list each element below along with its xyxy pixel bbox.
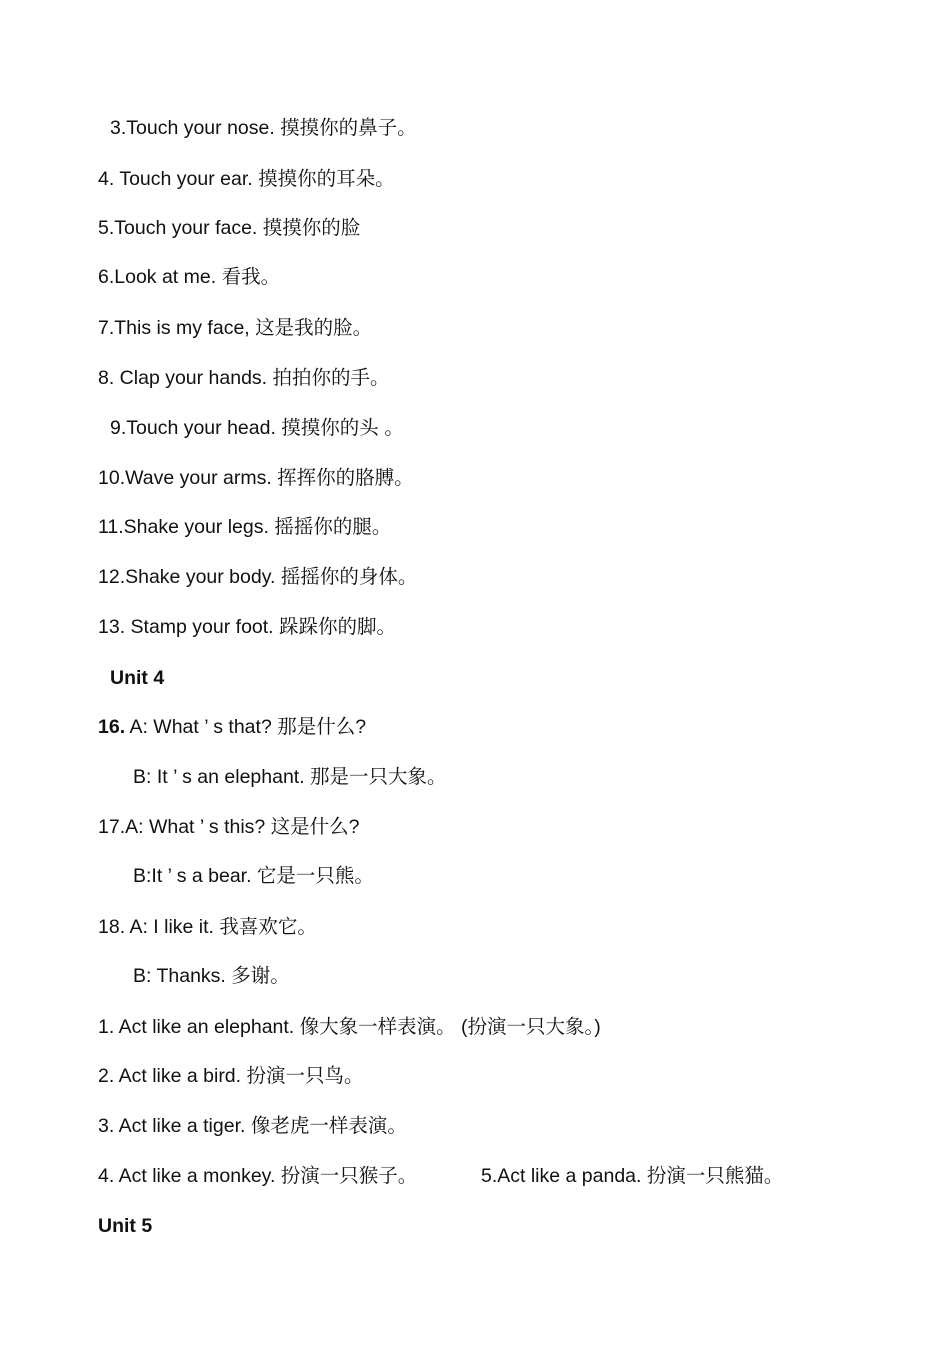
- phrase-line-11-shake-legs: 11.Shake your legs. 摇摇你的腿。: [98, 516, 392, 538]
- phrase-line-13-stamp-foot: 13. Stamp your foot. 跺跺你的脚。: [98, 616, 397, 638]
- dialogue-16-answer: B: It ’ s an elephant. 那是一只大象。: [133, 766, 447, 788]
- phrase-line-10-wave-arms: 10.Wave your arms. 挥挥你的胳膊。: [98, 467, 414, 489]
- dialogue-18-line-b: B: Thanks. 多谢。: [133, 965, 290, 987]
- dialogue-17-answer: B:It ’ s a bear. 它是一只熊。: [133, 865, 374, 887]
- phrase-line-4-touch-ear: 4. Touch your ear. 摸摸你的耳朵。: [98, 168, 395, 190]
- phrase-line-3-touch-nose: 3.Touch your nose. 摸摸你的鼻子。: [110, 117, 417, 139]
- dialogue-16-question: [98, 715, 366, 739]
- act-line-1-elephant: 1. Act like an elephant. 像大象一样表演。 (扮演一只大象。): [98, 1016, 601, 1038]
- unit-4-heading: Unit 4: [110, 667, 165, 689]
- phrase-line-7-my-face: 7.This is my face, 这是我的脸。: [98, 317, 373, 339]
- phrase-line-5-touch-face: 5.Touch your face. 摸摸你的脸: [98, 217, 361, 239]
- unit-5-heading: Unit 5: [98, 1215, 153, 1237]
- dialogue-17-question: 17.A: What ’ s this? 这是什么?: [98, 816, 360, 838]
- dialogue-18-line-a: 18. A: I like it. 我喜欢它。: [98, 916, 317, 938]
- phrase-line-6-look-at-me: 6.Look at me. 看我。: [98, 266, 281, 288]
- phrase-line-8-clap-hands: 8. Clap your hands. 拍拍你的手。: [98, 367, 390, 389]
- act-line-5-panda: 5.Act like a panda. 扮演一只熊猫。: [481, 1165, 784, 1187]
- phrase-line-9-touch-head: 9.Touch your head. 摸摸你的头 。: [110, 417, 404, 439]
- act-line-4-monkey: 4. Act like a monkey. 扮演一只猴子。: [98, 1165, 418, 1187]
- dialogue-16-number: 16.: [98, 716, 126, 738]
- act-line-3-tiger: 3. Act like a tiger. 像老虎一样表演。: [98, 1115, 407, 1137]
- dialogue-16-question-text: A: What ’ s that? 那是什么?: [129, 716, 367, 738]
- act-line-2-bird: 2. Act like a bird. 扮演一只鸟。: [98, 1065, 364, 1087]
- phrase-line-12-shake-body: 12.Shake your body. 摇摇你的身体。: [98, 566, 418, 588]
